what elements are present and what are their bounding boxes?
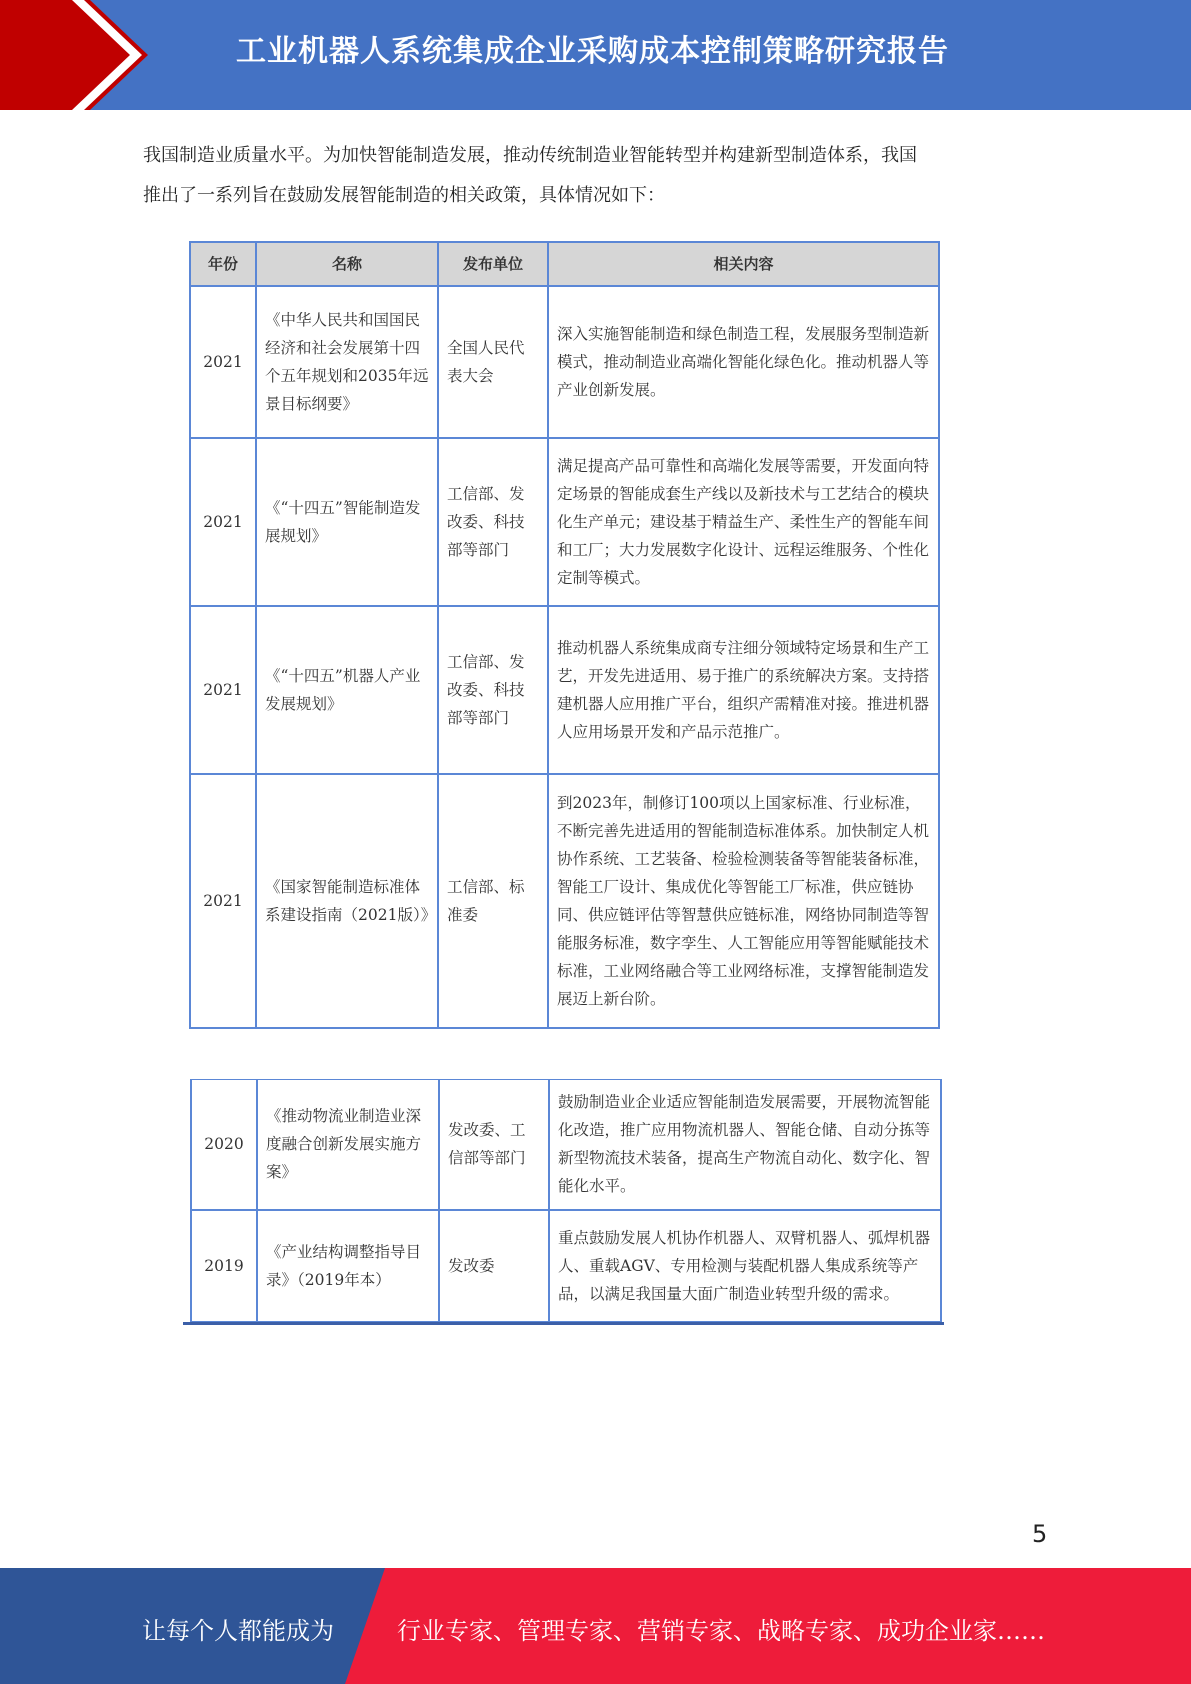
policy-table-part-1 — [189, 241, 940, 1029]
cell-content: 到2023年，制修订100项以上国家标准、行业标准，不断完善先进适用的智能制造标准体系。加快制定人机协作系统、工艺装备、检验检测装备等智能装备标准，智能工厂设计、集成优化等智能工厂标准，供应链协同、供应链评估等智慧供应链标准，网络协同制造等智能服务标准，数字孪生、人工智能应用等智能赋能技术标准，工业网络融合等工业网络标准，支撑智能制造发展迈上新台阶。 — [548, 774, 939, 1028]
cell-content: 满足提高产品可靠性和高端化发展等需要，开发面向特定场景的智能成套生产线以及新技术与工艺结合的模块化生产单元；建设基于精益生产、柔性生产的智能车间和工厂；大力发展数字化设计、远程运维服务、个性化定制等模式。 — [548, 438, 939, 606]
cell-name: 《产业结构调整指导目录》（2019年本） — [257, 1210, 439, 1322]
page-number: 5 — [1032, 1520, 1048, 1548]
cell-unit: 全国人民代表大会 — [438, 286, 548, 438]
cell-unit: 发改委 — [439, 1210, 549, 1322]
table-header-row — [190, 242, 939, 286]
page-footer — [0, 1568, 1191, 1684]
table-row — [191, 1210, 941, 1322]
cell-unit: 工信部、标准委 — [438, 774, 548, 1028]
cell-year: 2021 — [190, 438, 256, 606]
cell-name: 《推动物流业制造业深度融合创新发展实施方案》 — [257, 1080, 439, 1210]
cell-content: 推动机器人系统集成商专注细分领域特定场景和生产工艺，开发先进适用、易于推广的系统解决方案。支持搭建机器人应用推广平台，组织产需精准对接。推进机器人应用场景开发和产品示范推广。 — [548, 606, 939, 774]
table-row — [190, 438, 939, 606]
cell-content: 鼓励制造业企业适应智能制造发展需要，开展物流智能化改造，推广应用物流机器人、智能仓储、自动分拣等新型物流技术装备，提高生产物流自动化、数字化、智能化水平。 — [549, 1080, 941, 1210]
cell-year: 2021 — [190, 606, 256, 774]
header-name: 名称 — [256, 242, 438, 286]
header-year: 年份 — [190, 242, 256, 286]
footer-slogan-left: 让每个人都能成为 — [142, 1617, 334, 1645]
header-content: 相关内容 — [548, 242, 939, 286]
intro-paragraph — [143, 136, 1063, 216]
table-row — [190, 286, 939, 438]
cell-unit: 发改委、工信部等部门 — [439, 1080, 549, 1210]
cell-year: 2019 — [191, 1210, 257, 1322]
table-row — [190, 606, 939, 774]
table-row — [191, 1080, 941, 1210]
report-title: 工业机器人系统集成企业采购成本控制策略研究报告 — [236, 34, 949, 69]
intro-line-1: 我国制造业质量水平。为加快智能制造发展，推动传统制造业智能转型并构建新型制造体系，我国 — [143, 145, 917, 166]
page-header — [0, 0, 1191, 110]
cell-unit: 工信部、发改委、科技部等部门 — [438, 606, 548, 774]
cell-name: 《“十四五”智能制造发展规划》 — [256, 438, 438, 606]
header-arrow-decoration — [0, 0, 150, 110]
cell-content: 深入实施智能制造和绿色制造工程，发展服务型制造新模式，推动制造业高端化智能化绿色化。推动机器人等产业创新发展。 — [548, 286, 939, 438]
cell-name: 《中华人民共和国国民经济和社会发展第十四个五年规划和2035年远景目标纲要》 — [256, 286, 438, 438]
cell-year: 2021 — [190, 286, 256, 438]
table-row — [190, 774, 939, 1028]
cell-name: 《“十四五”机器人产业发展规划》 — [256, 606, 438, 774]
cell-year: 2021 — [190, 774, 256, 1028]
cell-unit: 工信部、发改委、科技部等部门 — [438, 438, 548, 606]
cell-name: 《国家智能制造标准体系建设指南（2021版）》 — [256, 774, 438, 1028]
intro-line-2: 推出了一系列旨在鼓励发展智能制造的相关政策，具体情况如下： — [143, 185, 665, 206]
header-unit: 发布单位 — [438, 242, 548, 286]
cell-year: 2020 — [191, 1080, 257, 1210]
footer-slogan-right: 行业专家、管理专家、营销专家、战略专家、成功企业家…… — [397, 1617, 1045, 1645]
table-bottom-rule — [183, 1322, 944, 1325]
cell-content: 重点鼓励发展人机协作机器人、双臂机器人、弧焊机器人、重载AGV、专用检测与装配机器人集成系统等产品，以满足我国量大面广制造业转型升级的需求。 — [549, 1210, 941, 1322]
policy-table-part-2 — [190, 1079, 942, 1323]
